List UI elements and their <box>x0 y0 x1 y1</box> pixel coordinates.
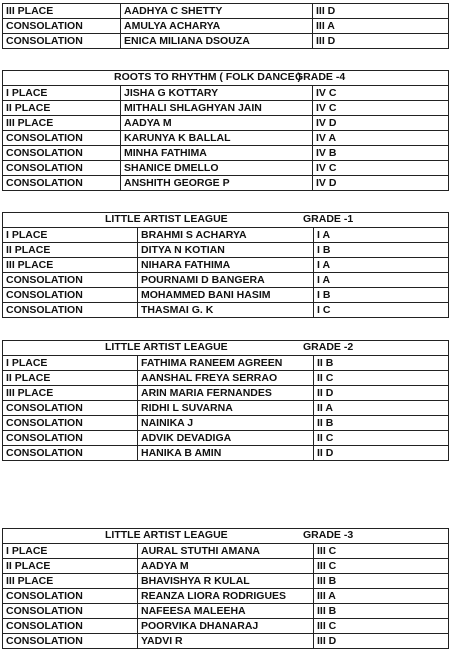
class-cell: I B <box>314 288 449 303</box>
class-cell: III D <box>314 634 449 649</box>
grade-label: GRADE -4 <box>295 71 346 83</box>
student-name-cell: REANZA LIORA RODRIGUES <box>138 589 314 604</box>
class-cell: III D <box>313 34 449 49</box>
class-cell: II D <box>314 446 449 461</box>
place-cell: II PLACE <box>3 371 138 386</box>
student-name-cell: ANSHITH GEORGE P <box>121 176 313 191</box>
table-row <box>3 146 449 161</box>
place-cell: CONSOLATION <box>3 401 138 416</box>
grade-label: GRADE -3 <box>303 529 354 541</box>
student-name-cell: BRAHMI S ACHARYA <box>138 228 314 243</box>
results-table-art-grade-2 <box>2 340 449 461</box>
student-name-cell: KARUNYA K BALLAL <box>121 131 313 146</box>
table-row <box>3 116 449 131</box>
class-cell: IV C <box>313 161 449 176</box>
class-cell: IV A <box>313 131 449 146</box>
table-row <box>3 416 449 431</box>
table-row <box>3 34 449 49</box>
place-cell: CONSOLATION <box>3 176 121 191</box>
table-row <box>3 228 449 243</box>
class-cell: III C <box>314 559 449 574</box>
class-cell: II A <box>314 401 449 416</box>
table-row <box>3 574 449 589</box>
table-row <box>3 634 449 649</box>
event-title: LITTLE ARTIST LEAGUE <box>105 529 228 541</box>
results-table-art-grade-1 <box>2 212 449 318</box>
table-row <box>3 604 449 619</box>
place-cell: CONSOLATION <box>3 146 121 161</box>
class-cell: III C <box>314 544 449 559</box>
student-name-cell: ARIN MARIA FERNANDES <box>138 386 314 401</box>
place-cell: CONSOLATION <box>3 161 121 176</box>
student-name-cell: ENICA MILIANA DSOUZA <box>121 34 313 49</box>
event-title: LITTLE ARTIST LEAGUE <box>105 341 228 353</box>
place-cell: III PLACE <box>3 258 138 273</box>
table-row <box>3 544 449 559</box>
table-row <box>3 273 449 288</box>
class-cell: III A <box>314 589 449 604</box>
place-cell: II PLACE <box>3 243 138 258</box>
table-row <box>3 258 449 273</box>
place-cell: CONSOLATION <box>3 273 138 288</box>
table-row <box>3 446 449 461</box>
place-cell: CONSOLATION <box>3 589 138 604</box>
student-name-cell: AANSHAL FREYA SERRAO <box>138 371 314 386</box>
table-header-row <box>3 341 449 356</box>
place-cell: I PLACE <box>3 544 138 559</box>
student-name-cell: AMULYA ACHARYA <box>121 19 313 34</box>
table-row <box>3 619 449 634</box>
class-cell: IV C <box>313 101 449 116</box>
place-cell: II PLACE <box>3 559 138 574</box>
student-name-cell: POORVIKA DHANARAJ <box>138 619 314 634</box>
class-cell: II C <box>314 371 449 386</box>
grade-label: GRADE -1 <box>303 213 354 225</box>
student-name-cell: DITYA N KOTIAN <box>138 243 314 258</box>
class-cell: I C <box>314 303 449 318</box>
class-cell: III C <box>314 619 449 634</box>
table-row <box>3 161 449 176</box>
table-header-row <box>3 71 449 86</box>
student-name-cell: NAFEESA MALEEHA <box>138 604 314 619</box>
student-name-cell: HANIKA B AMIN <box>138 446 314 461</box>
table-row <box>3 4 449 19</box>
class-cell: II B <box>314 416 449 431</box>
class-cell: I A <box>314 273 449 288</box>
student-name-cell: AADHYA C SHETTY <box>121 4 313 19</box>
table-row <box>3 386 449 401</box>
table-row <box>3 101 449 116</box>
table-row <box>3 243 449 258</box>
place-cell: III PLACE <box>3 116 121 131</box>
student-name-cell: FATHIMA RANEEM AGREEN <box>138 356 314 371</box>
class-cell: III D <box>313 4 449 19</box>
class-cell: IV B <box>313 146 449 161</box>
class-cell: I A <box>314 258 449 273</box>
table-row <box>3 371 449 386</box>
table-row <box>3 401 449 416</box>
place-cell: CONSOLATION <box>3 634 138 649</box>
place-cell: I PLACE <box>3 228 138 243</box>
student-name-cell: NAINIKA J <box>138 416 314 431</box>
table-row <box>3 19 449 34</box>
event-title: LITTLE ARTIST LEAGUE <box>105 213 228 225</box>
place-cell: III PLACE <box>3 574 138 589</box>
student-name-cell: MITHALI SHLAGHYAN JAIN <box>121 101 313 116</box>
student-name-cell: SHANICE DMELLO <box>121 161 313 176</box>
class-cell: III B <box>314 604 449 619</box>
grade-label: GRADE -2 <box>303 341 354 353</box>
table-row <box>3 86 449 101</box>
place-cell: II PLACE <box>3 101 121 116</box>
student-name-cell: AURAL STUTHI AMANA <box>138 544 314 559</box>
table-row <box>3 288 449 303</box>
table-row <box>3 176 449 191</box>
place-cell: CONSOLATION <box>3 19 121 34</box>
student-name-cell: BHAVISHYA R KULAL <box>138 574 314 589</box>
class-cell: I B <box>314 243 449 258</box>
place-cell: CONSOLATION <box>3 34 121 49</box>
place-cell: CONSOLATION <box>3 431 138 446</box>
class-cell: I A <box>314 228 449 243</box>
place-cell: CONSOLATION <box>3 288 138 303</box>
place-cell: I PLACE <box>3 356 138 371</box>
class-cell: II D <box>314 386 449 401</box>
event-title: ROOTS TO RHYTHM ( FOLK DANCE ) <box>114 71 302 83</box>
results-table-folk-dance-grade-4 <box>2 70 449 191</box>
table-header-row <box>3 213 449 228</box>
table-row <box>3 431 449 446</box>
table-row <box>3 303 449 318</box>
place-cell: CONSOLATION <box>3 303 138 318</box>
student-name-cell: MINHA FATHIMA <box>121 146 313 161</box>
class-cell: IV D <box>313 116 449 131</box>
place-cell: III PLACE <box>3 4 121 19</box>
student-name-cell: NIHARA FATHIMA <box>138 258 314 273</box>
student-name-cell: ADVIK DEVADIGA <box>138 431 314 446</box>
table-row <box>3 589 449 604</box>
student-name-cell: POURNAMI D BANGERA <box>138 273 314 288</box>
class-cell: II B <box>314 356 449 371</box>
place-cell: CONSOLATION <box>3 131 121 146</box>
class-cell: IV D <box>313 176 449 191</box>
class-cell: III B <box>314 574 449 589</box>
place-cell: III PLACE <box>3 386 138 401</box>
class-cell: III A <box>313 19 449 34</box>
student-name-cell: AADYA M <box>138 559 314 574</box>
table-row <box>3 356 449 371</box>
student-name-cell: JISHA G KOTTARY <box>121 86 313 101</box>
student-name-cell: MOHAMMED BANI HASIM <box>138 288 314 303</box>
table-row <box>3 131 449 146</box>
student-name-cell: RIDHI L SUVARNA <box>138 401 314 416</box>
table-row <box>3 559 449 574</box>
place-cell: CONSOLATION <box>3 416 138 431</box>
class-cell: II C <box>314 431 449 446</box>
place-cell: CONSOLATION <box>3 604 138 619</box>
place-cell: CONSOLATION <box>3 619 138 634</box>
class-cell: IV C <box>313 86 449 101</box>
place-cell: I PLACE <box>3 86 121 101</box>
student-name-cell: AADYA M <box>121 116 313 131</box>
student-name-cell: THASMAI G. K <box>138 303 314 318</box>
results-table-continued <box>2 3 449 49</box>
student-name-cell: YADVI R <box>138 634 314 649</box>
table-header-row <box>3 529 449 544</box>
results-table-art-grade-3 <box>2 528 449 649</box>
place-cell: CONSOLATION <box>3 446 138 461</box>
